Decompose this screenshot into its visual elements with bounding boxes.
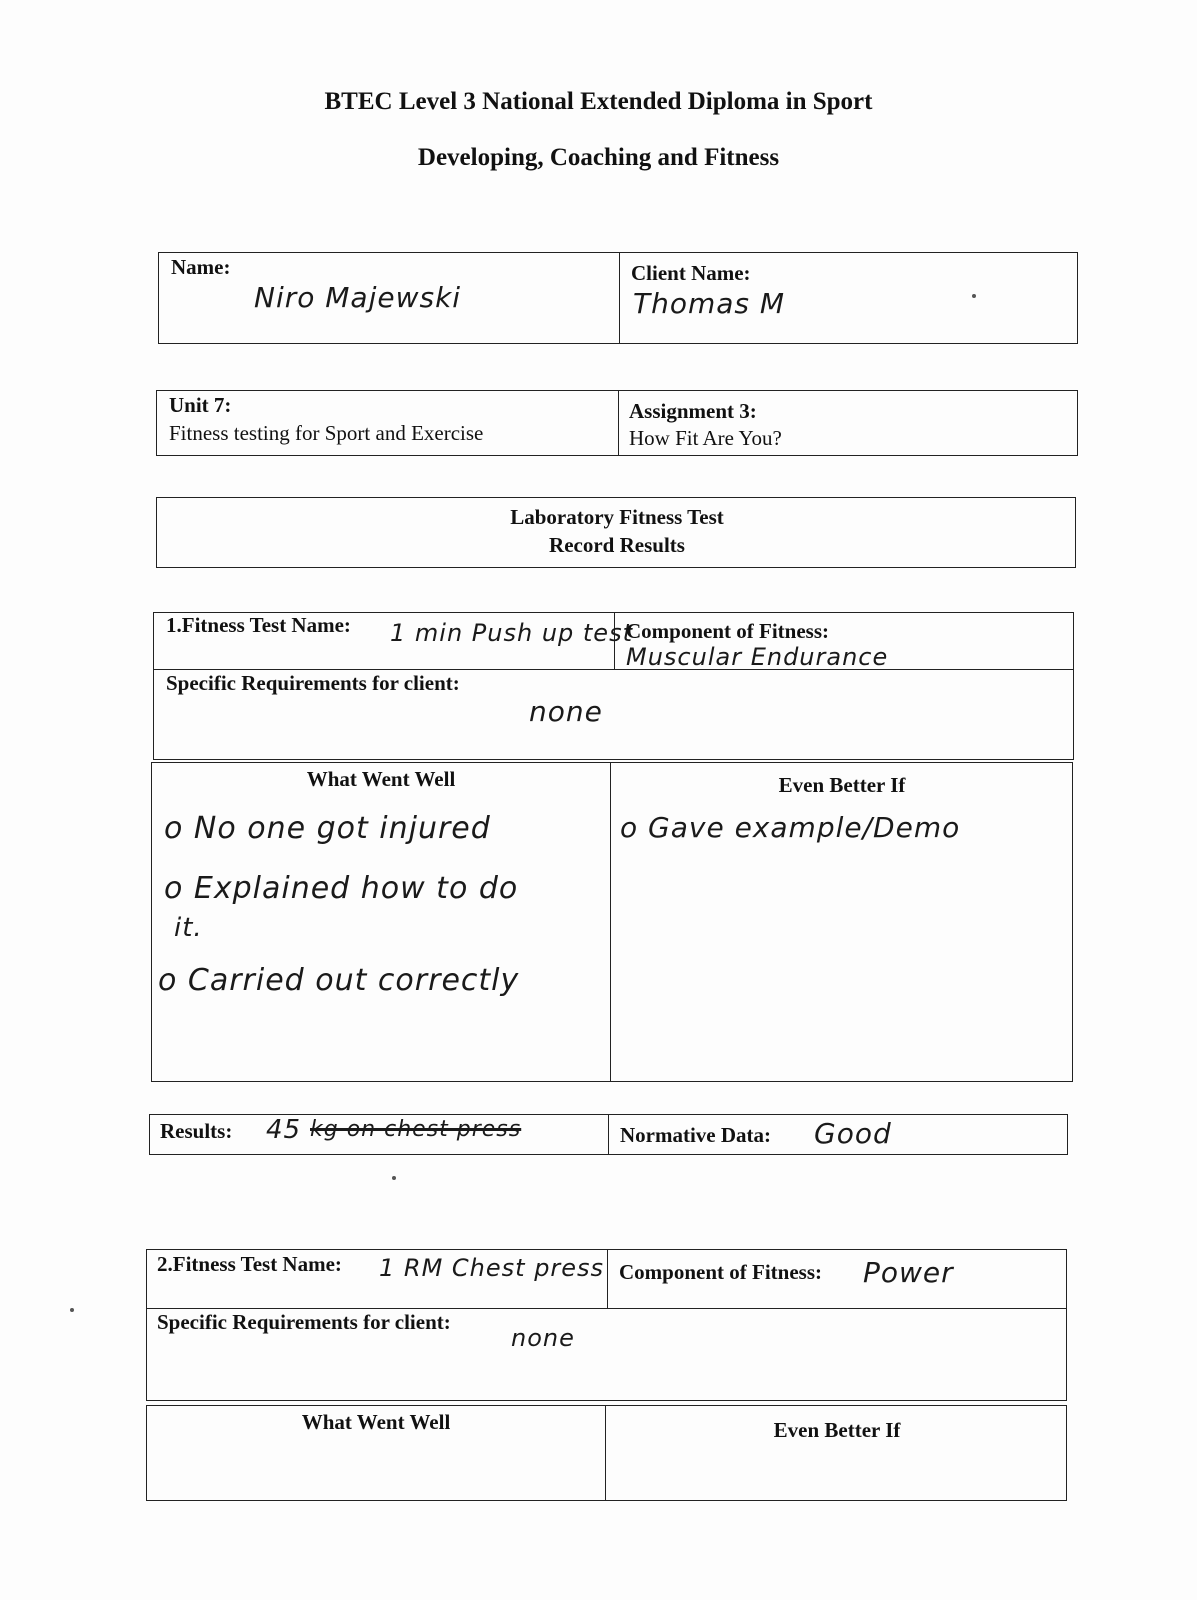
test2-name-value[interactable]: 1 RM Chest press — [379, 1254, 605, 1282]
divider — [608, 1115, 609, 1154]
name-box — [158, 252, 1078, 344]
test1-name-value[interactable]: 1 min Push up test — [390, 619, 633, 647]
test1-normative-label: Normative Data: — [620, 1123, 772, 1147]
test1-results-crossed-out: kg on chest press — [310, 1117, 522, 1142]
unit-box — [156, 390, 1078, 456]
name-value[interactable]: Niro Majewski — [254, 281, 462, 314]
test1-ebi-label: Even Better If — [778, 773, 906, 797]
test1-normative-value[interactable]: Good — [814, 1117, 892, 1150]
test1-www-item[interactable]: o No one got injured — [164, 811, 491, 846]
test1-results-box — [149, 1114, 1068, 1155]
divider — [607, 1250, 608, 1308]
unit-title: Fitness testing for Sport and Exercise — [169, 421, 484, 445]
divider — [147, 1308, 1066, 1309]
test1-component-label: Component of Fitness: — [626, 619, 829, 643]
test2-requirements-value[interactable]: none — [511, 1324, 575, 1352]
test2-name-label: 2.Fitness Test Name: — [157, 1252, 342, 1276]
divider — [610, 763, 611, 1081]
test1-www-item[interactable]: o Explained how to do — [164, 871, 519, 906]
test1-www-item[interactable]: it. — [174, 913, 203, 943]
test1-requirements-label: Specific Requirements for client: — [166, 671, 460, 695]
unit-label: Unit 7: — [169, 393, 232, 417]
test1-component-value[interactable]: Muscular Endurance — [626, 643, 889, 671]
record-results-label: Record Results — [549, 533, 685, 557]
test1-www-label: What Went Well — [306, 767, 456, 791]
lab-header-box — [156, 497, 1076, 568]
assignment-title: How Fit Are You? — [629, 426, 782, 450]
test1-www-item[interactable]: o Carried out correctly — [158, 963, 520, 998]
test2-component-value[interactable]: Power — [863, 1256, 954, 1289]
name-label: Name: — [171, 255, 231, 279]
test2-www-label: What Went Well — [301, 1410, 451, 1434]
test1-name-label: 1.Fitness Test Name: — [166, 613, 351, 637]
divider — [154, 669, 1073, 670]
test1-info-box — [153, 612, 1074, 760]
divider — [619, 253, 620, 343]
test1-ebi-item[interactable]: o Gave example/Demo — [620, 811, 961, 844]
test2-info-box — [146, 1249, 1067, 1401]
scan-speck — [70, 1308, 74, 1312]
scan-speck — [972, 294, 976, 298]
test1-requirements-value[interactable]: none — [529, 695, 603, 728]
test1-results-value[interactable]: 45 — [266, 1115, 302, 1145]
client-name-value[interactable]: Thomas M — [633, 287, 786, 320]
document-subtitle: Developing, Coaching and Fitness — [417, 144, 780, 171]
test2-feedback-box — [146, 1405, 1067, 1501]
test1-results-label: Results: — [160, 1119, 233, 1143]
client-name-label: Client Name: — [631, 261, 751, 285]
assignment-label: Assignment 3: — [629, 399, 757, 423]
test2-requirements-label: Specific Requirements for client: — [157, 1310, 451, 1334]
test2-ebi-label: Even Better If — [773, 1418, 901, 1442]
test1-feedback-box — [151, 762, 1073, 1082]
scan-speck — [392, 1176, 396, 1180]
test2-component-label: Component of Fitness: — [619, 1260, 822, 1284]
document-title: BTEC Level 3 National Extended Diploma in Sport — [324, 88, 873, 115]
divider — [618, 391, 619, 455]
lab-title: Laboratory Fitness Test — [510, 505, 724, 529]
divider — [605, 1406, 606, 1500]
